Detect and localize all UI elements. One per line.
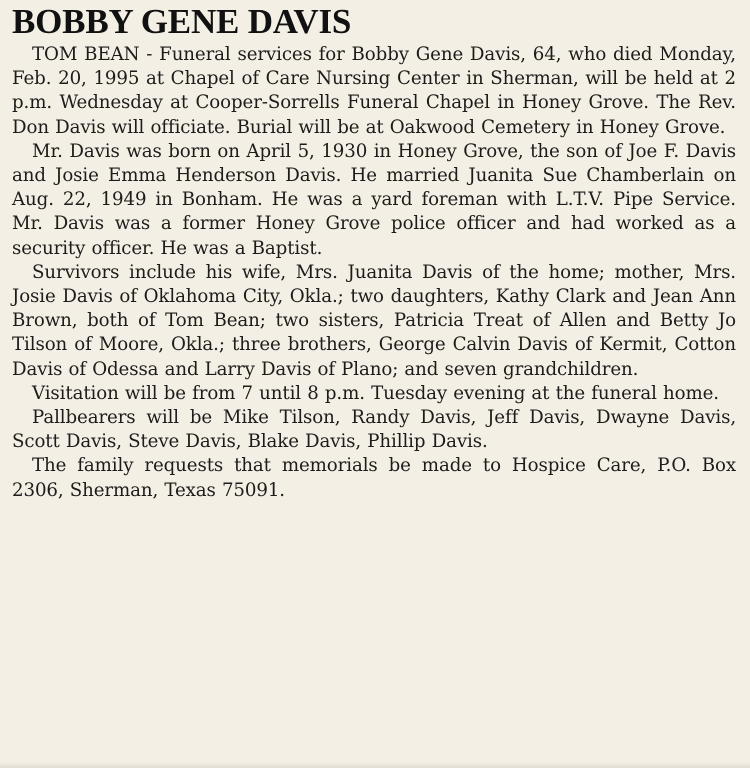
pallbearers-paragraph: Pallbearers will be Mike Tilson, Randy Davis, Jeff Davis, Dwayne Davis, Scott Davis, Steve Davis, Blake Davis, Phillip Davis.: [12, 407, 736, 453]
biography-paragraph: Mr. Davis was born on April 5, 1930 in Honey Grove, the son of Joe F. Davis and Josie Emma Henderson Davis. He married Juanita Sue Chamberlain on Aug. 22, 1949 in Bonham. He was a yard foreman with L.T.V. Pipe Service. Mr. Davis was a former Honey Grove police officer and had worked as a security officer. He was a Baptist.: [12, 140, 736, 259]
obituary-headline: BOBBY GENE DAVIS: [12, 2, 352, 41]
visitation-paragraph: Visitation will be from 7 until 8 p.m. Tuesday evening at the funeral home.: [32, 382, 719, 404]
survivors-paragraph: Survivors include his wife, Mrs. Juanita Davis of the home; mother, Mrs. Josie Davis of Oklahoma City, Okla.; two daughters, Kathy Clark and Jean Ann Brown, both of Tom Bean; two sisters, Patricia Treat of Allen and Betty Jo Tilson of Moore, Okla.; three brothers, George Calvin Davis of Kermit, Cotton Davis of Odessa and Larry Davis of Plano; and seven grandchildren.: [12, 261, 736, 380]
memorials-paragraph: The family requests that memorials be made to Hospice Care, P.O. Box 2306, Sherman, Texas 75091.: [12, 455, 736, 501]
funeral-services-paragraph: TOM BEAN - Funeral services for Bobby Gene Davis, 64, who died Monday, Feb. 20, 1995 at Chapel of Care Nursing Center in Sherman, will be held at 2 p.m. Wednesday at Cooper-Sorrells Funeral Chapel in Honey Grove. The Rev. Don Davis will officiate. Burial will be at Oakwood Cemetery in Honey Grove.: [12, 44, 736, 138]
